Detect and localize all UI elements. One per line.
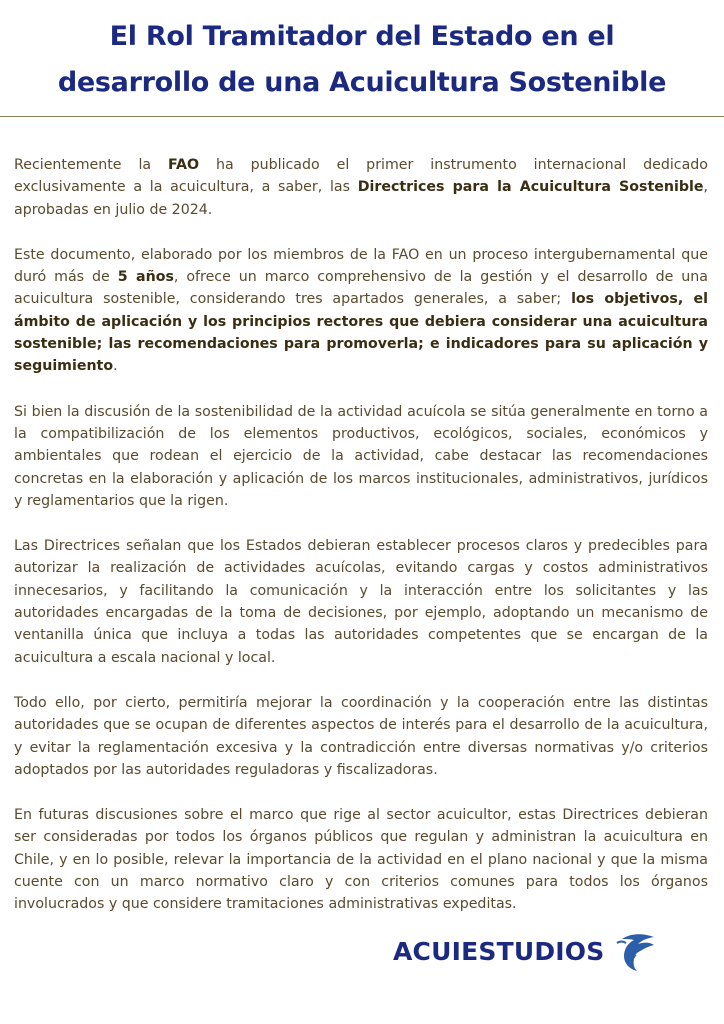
page-title — [0, 14, 724, 106]
directrices-emphasis: Directrices para la Acuicultura Sostenible — [357, 179, 704, 196]
fish-logo-icon — [614, 929, 658, 973]
paragraph-1-text: , aprobadas en julio de 2024. — [14, 179, 708, 218]
fao-emphasis: FAO — [168, 157, 200, 173]
paragraph-1-text: ha publicado el primer instrumento internacional dedicado exclusivamente a la acuicultura, a saber, las — [14, 157, 708, 196]
paragraph-6: En futuras discusiones sobre el marco que rige al sector acuicultor, estas Directrices debieran ser consideradas por todos los órganos públicos que regulan y administran la acuicultura en Chile, y en lo posible, relevar la importancia de la actividad en el plano nacional y que la misma cuente con un marco normativo claro y con criterios comunes para todos los órganos involucrados y que considere tramitaciones administrativas expeditas. — [14, 807, 708, 913]
paragraph-2-text: Este documento, elaborado por los miembros de la FAO en un proceso intergubernamental que duró más de — [14, 246, 708, 286]
paragraph-2-text: . — [113, 358, 118, 375]
paragraph-2 — [14, 244, 708, 378]
paragraph-2-text: , ofrece un marco comprehensivo de la gestión y el desarrollo de una acuicultura sostenible, considerando tres apartados generales, a saber; — [14, 269, 708, 308]
brand-footer — [393, 926, 658, 976]
years-emphasis: 5 años — [117, 269, 174, 286]
paragraph-1-text: Recientemente la — [14, 157, 168, 173]
article-body — [14, 154, 708, 939]
title-line-2: desarrollo de una Acuicultura Sostenible — [57, 67, 667, 98]
paragraph-5: Todo ello, por cierto, permitiría mejorar la coordinación y la cooperación entre las distintas autoridades que se ocupan de diferentes aspectos de interés para el desarrollo de la acuicultura, y evitar la reglamentación excesiva y la contradicción entre diversas normativas y/o criterios adoptados por las autoridades reguladoras y fiscalizadoras. — [14, 694, 708, 778]
title-divider — [0, 116, 724, 117]
title-line-1: El Rol Tramitador del Estado en el — [109, 21, 615, 52]
paragraph-3: Si bien la discusión de la sostenibilidad de la actividad acuícola se sitúa generalmente en torno a la compatibilización de los elementos productivos, ecológicos, sociales, económicos y ambientales que rodean el ejercicio de la actividad, cabe destacar las recomendaciones concretas en la elaboración y aplicación de los marcos institucionales, administrativos, jurídicos y reglamentarios que la rigen. — [14, 403, 708, 509]
sections-emphasis: los objetivos, el ámbito de aplicación y los principios rectores que debiera considerar una acuicultura sostenible; las recomendaciones para promoverla; e indicadores para su aplicación y seguimiento — [14, 291, 709, 375]
paragraph-4: Las Directrices señalan que los Estados debieran establecer procesos claros y predecibles para autorizar la realización de actividades acuícolas, evitando cargas y costos administrativos innecesarios, y facilitando la comunicación y la interacción entre los solicitantes y las autoridades encargadas de la toma de decisiones, por ejemplo, adoptando un mecanismo de ventanilla única que incluya a todas las autoridades competentes que se encargan de la acuicultura a escala nacional y local. — [14, 538, 708, 666]
paragraph-1 — [14, 154, 708, 221]
brand-name: ACUIESTUDIOS — [393, 936, 605, 966]
